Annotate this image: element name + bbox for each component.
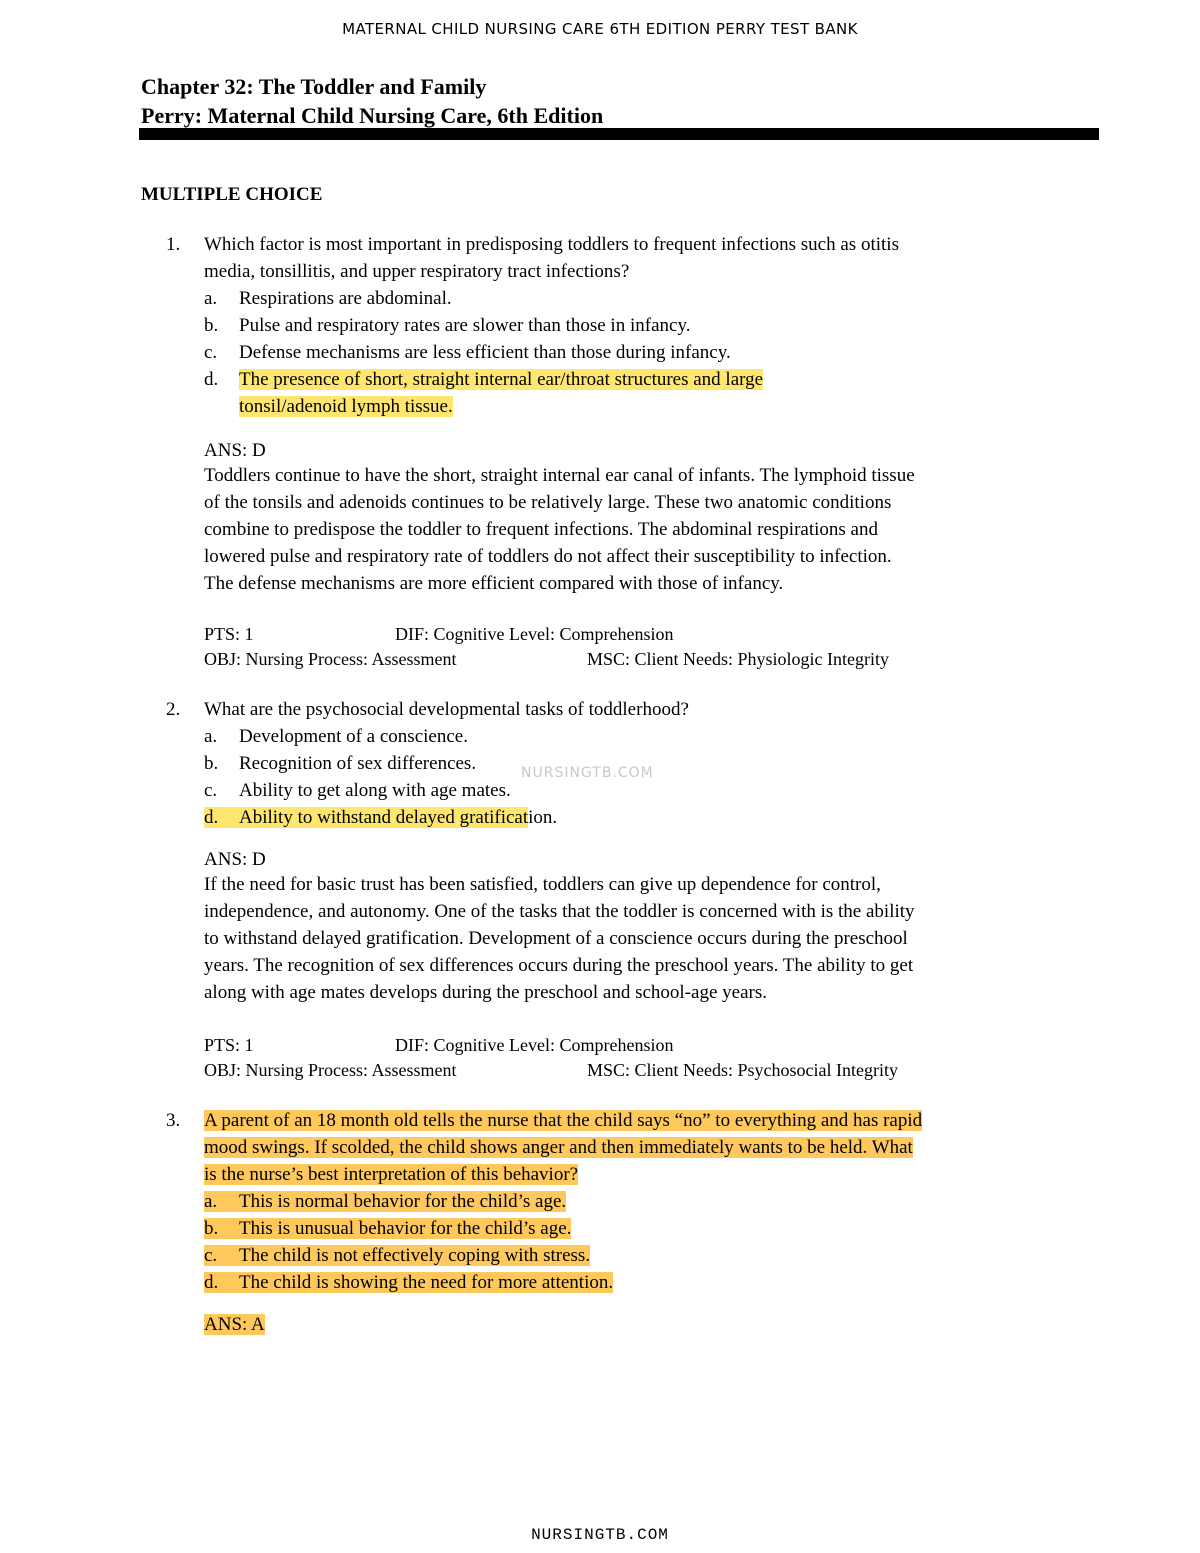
- question-stem: media, tonsillitis, and upper respiratory tract infections?: [204, 261, 630, 282]
- title-divider: [139, 128, 1099, 140]
- obj-label: OBJ: Nursing Process: Assessment: [204, 1060, 457, 1080]
- option-letter: d.: [204, 1272, 219, 1293]
- answer-key: ANS: D: [204, 849, 266, 870]
- option-letter: b.: [204, 753, 219, 774]
- page-footer: NURSINGTB.COM: [531, 1526, 669, 1544]
- option-text: Recognition of sex differences.: [239, 753, 477, 774]
- option-letter: c.: [204, 1245, 218, 1266]
- option-text: Defense mechanisms are less efficient than those during infancy.: [239, 342, 731, 363]
- option-b: [204, 752, 476, 776]
- question-stem: What are the psychosocial developmental tasks of toddlerhood?: [204, 699, 689, 720]
- question-stem: A parent of an 18 month old tells the nurse that the child says “no” to everything and has rapid: [204, 1110, 923, 1131]
- option-text-highlighted: The presence of short, straight internal ear/throat structures and large: [239, 369, 764, 390]
- option-text: Respirations are abdominal.: [239, 288, 452, 309]
- rationale-line: along with age mates develops during the preschool and school-age years.: [204, 982, 767, 1003]
- option-letter: d.: [204, 807, 219, 828]
- rationale-line: of the tonsils and adenoids continues to be relatively large. These two anatomic conditions: [204, 492, 892, 513]
- option-text: Development of a conscience.: [239, 726, 468, 747]
- option-text: This is unusual behavior for the child’s age.: [239, 1218, 572, 1239]
- option-letter: b.: [204, 315, 219, 336]
- pts-label: PTS: 1: [204, 624, 254, 644]
- option-a: [204, 725, 468, 749]
- rationale-line: independence, and autonomy. One of the tasks that the toddler is concerned with is the ability: [204, 901, 915, 922]
- pts-label: PTS: 1: [204, 1035, 254, 1055]
- obj-label: OBJ: Nursing Process: Assessment: [204, 649, 457, 669]
- rationale-line: to withstand delayed gratification. Development of a conscience occurs during the preschool: [204, 928, 908, 949]
- dif-label: DIF: Cognitive Level: Comprehension: [395, 624, 674, 644]
- rationale-line: years. The recognition of sex differences occurs during the preschool years. The ability to get: [204, 955, 914, 976]
- option-d: [204, 806, 557, 830]
- rationale-line: The defense mechanisms are more efficient compared with those of infancy.: [204, 573, 784, 594]
- rationale-line: Toddlers continue to have the short, straight internal ear canal of infants. The lymphoid tissue: [204, 465, 915, 486]
- option-b: [204, 1217, 571, 1241]
- option-text: The child is not effectively coping with stress.: [239, 1245, 591, 1266]
- question-stem: mood swings. If scolded, the child shows anger and then immediately wants to be held. What: [204, 1137, 913, 1158]
- running-header: MATERNAL CHILD NURSING CARE 6TH EDITION PERRY TEST BANK: [342, 20, 858, 38]
- option-d-continued: [239, 395, 453, 419]
- chapter-title: Chapter 32: The Toddler and Family: [141, 74, 487, 99]
- option-text: This is normal behavior for the child’s age.: [239, 1191, 567, 1212]
- option-letter: a.: [204, 288, 218, 309]
- option-text: Ability to get along with age mates.: [239, 780, 511, 801]
- option-text: Pulse and respiratory rates are slower than those in infancy.: [239, 315, 691, 336]
- option-a: [204, 1190, 566, 1214]
- option-text-highlighted: Ability to withstand delayed gratificat: [239, 807, 529, 828]
- option-d: [204, 1271, 613, 1295]
- option-text-highlighted: tonsil/adenoid lymph tissue.: [239, 396, 453, 417]
- option-letter: c.: [204, 780, 218, 801]
- option-b: [204, 314, 690, 338]
- option-letter: d.: [204, 369, 219, 390]
- rationale-line: combine to predispose the toddler to frequent infections. The abdominal respirations and: [204, 519, 878, 540]
- option-letter: a.: [204, 726, 218, 747]
- option-text: The child is showing the need for more attention.: [239, 1272, 614, 1293]
- question-stem: is the nurse’s best interpretation of this behavior?: [204, 1164, 579, 1185]
- option-c: [204, 341, 731, 365]
- option-text: ion.: [528, 807, 558, 828]
- option-a: [204, 287, 452, 311]
- question-number: 3.: [166, 1110, 181, 1131]
- msc-label: MSC: Client Needs: Physiologic Integrity: [587, 649, 889, 669]
- dif-label: DIF: Cognitive Level: Comprehension: [395, 1035, 674, 1055]
- option-d: [204, 368, 763, 392]
- option-c: [204, 779, 511, 803]
- question-number: 1.: [166, 234, 181, 255]
- book-title: Perry: Maternal Child Nursing Care, 6th Edition: [141, 103, 604, 128]
- question-number: 2.: [166, 699, 181, 720]
- answer-key: ANS: A: [204, 1314, 265, 1335]
- rationale-line: If the need for basic trust has been satisfied, toddlers can give up dependence for control,: [204, 874, 881, 895]
- answer-key: ANS: D: [204, 440, 266, 461]
- option-letter: a.: [204, 1191, 218, 1212]
- question-stem: Which factor is most important in predisposing toddlers to frequent infections such as otitis: [204, 234, 899, 255]
- option-c: [204, 1244, 590, 1268]
- watermark: NURSINGTB.COM: [521, 765, 654, 781]
- section-heading: MULTIPLE CHOICE: [141, 184, 323, 205]
- option-letter: b.: [204, 1218, 219, 1239]
- rationale-line: lowered pulse and respiratory rate of toddlers do not affect their susceptibility to infection.: [204, 546, 892, 567]
- option-letter: c.: [204, 342, 218, 363]
- msc-label: MSC: Client Needs: Psychosocial Integrity: [587, 1060, 898, 1080]
